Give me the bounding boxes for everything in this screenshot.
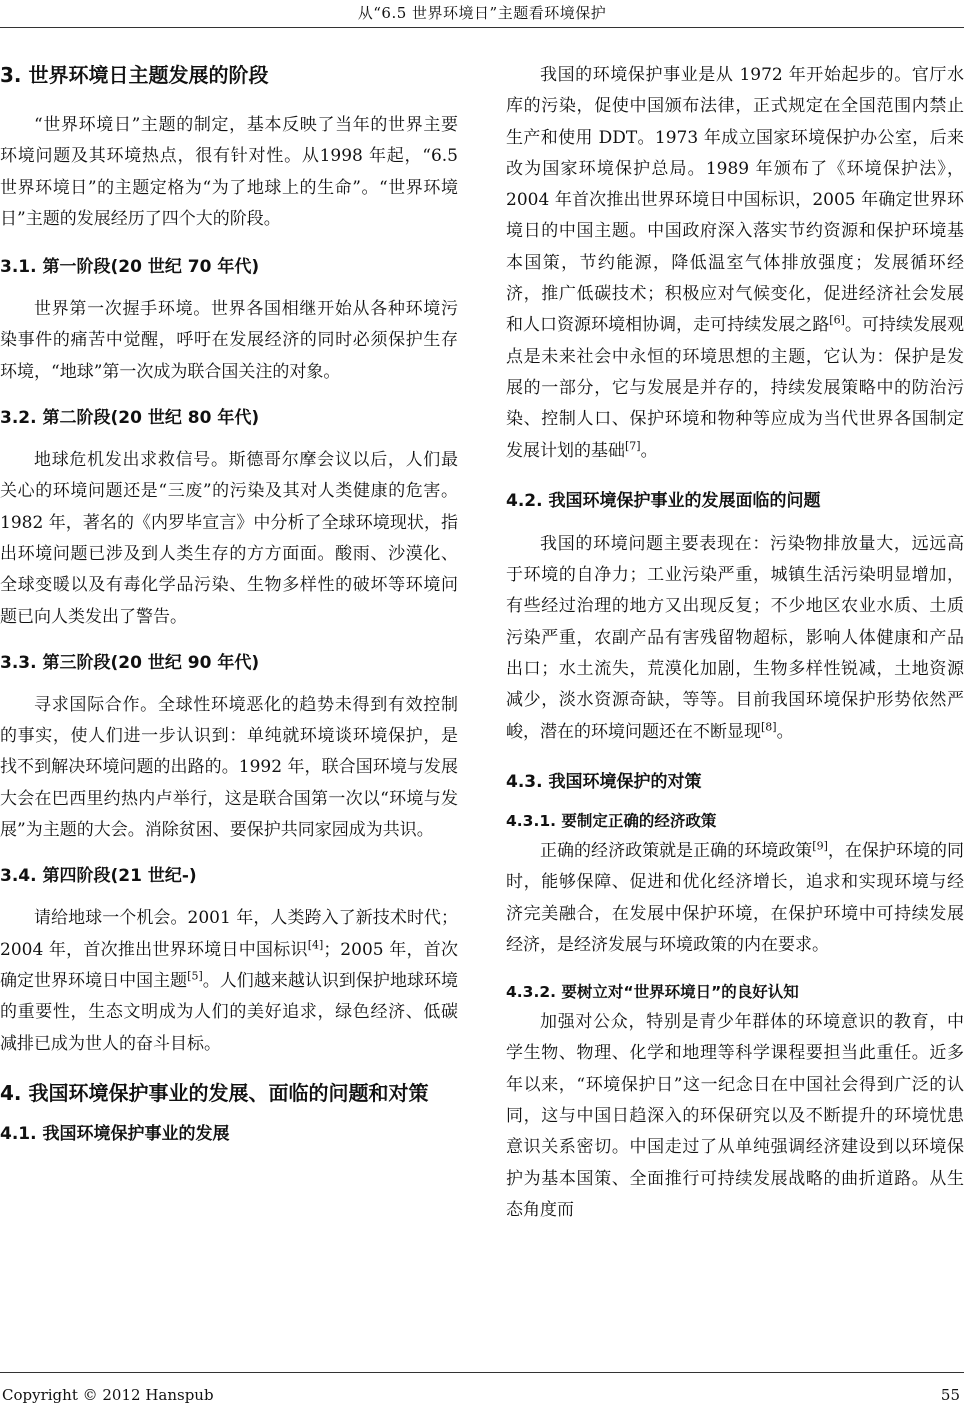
section-4-2-text: 我国的环境问题主要表现在：污染物排放量大，远远高于环境的自净力；工业污染严重，城镇生活污染明显增加，有些经过治理的地方又出现反复；不少地区农业水质、土质污染严重，农副产品有害残留物超标，影响人体健康和产品出口；水土流失，荒漠化加剧，生物多样性锐减，土地资源减少，淡水资源奇缺，等等。目前我国环境保护形势依然严峻，潜在的环境问题还在不断显现	[506, 533, 964, 742]
section-4-title: 4. 我国环境保护事业的发展、面临的问题和对策	[0, 1080, 429, 1105]
citation-5: [5]	[187, 969, 203, 983]
left-column	[0, 58, 458, 1146]
section-4-3-2-title: 4.3.2. 要树立对“世界环境日”的良好认知	[506, 983, 799, 1002]
section-4-1-title: 4.1. 我国环境保护事业的发展	[0, 1123, 230, 1144]
citation-6: [6]	[829, 313, 845, 327]
section-3-1-title: 3.1. 第一阶段(20 世纪 70 年代)	[0, 257, 260, 278]
right-column	[506, 58, 964, 1226]
section-3-3-paragraph: 寻求国际合作。全球性环境恶化的趋势未得到有效控制的事实，使人们进一步认识到：单纯就环境谈环境保护，是找不到解决环境问题的出路的。1992 年，联合国环境与发展大会在巴西里约热内卢举行，这是联合国第一次以“环境与发展”为主题的大会。消除贫困、要保护共同家园成为共识。	[0, 694, 458, 841]
section-4-1-text-b: 。可持续发展观点是未来社会中永恒的环境思想的主题，它认为：保护是发展的一部分，它与发展是并存的，持续发展策略中的防治污染、控制人口、保护环境和物种等应成为当代世界各国制定发展计划的基础	[506, 315, 964, 461]
section-4-2-paragraph	[506, 529, 964, 748]
header-rule	[0, 27, 964, 28]
section-3-2-title: 3.2. 第二阶段(20 世纪 80 年代)	[0, 408, 260, 429]
section-4-1-text-c: 。	[640, 440, 658, 461]
section-3-4-text-b: ；2005 年，首次确定世界环境日中国主题	[0, 939, 458, 991]
running-title: 从“6.5 世界环境日”主题看环境保护	[357, 4, 607, 22]
citation-7: [7]	[625, 438, 641, 452]
section-4-2-title: 4.2. 我国环境保护事业的发展面临的问题	[506, 490, 821, 511]
section-4-1-text-a: 我国的环境保护事业是从 1972 年开始起步的。官厅水库的污染，促使中国颁布法律，正式规定在全国范围内禁止生产和使用 DDT。1973 年成立国家环境保护办公室，后来改为国家环境保护总局。1989 年颁布了《环境保护法》，2004 年首次推出世界环境日中国标识，2005 年确定世界环境日的中国主题。中国政府深入落实节约资源和保护环境基本国策，节约能源，降低温室气体排放强度；发展循环经济，推广低碳技术；积极应对气候变化，促进经济社会发展和人口资源环境相协调，走可持续发展之路	[506, 65, 964, 336]
section-3-4-text-a: 请给地球一个机会。2001 年，人类跨入了新技术时代；2004 年，首次推出世界环境日中国标识	[0, 908, 458, 960]
section-3-3-title: 3.3. 第三阶段(20 世纪 90 年代)	[0, 652, 260, 673]
section-3-1-paragraph: 世界第一次握手环境。世界各国相继开始从各种环境污染事件的痛苦中觉醒，呼吁在发展经济的同时必须保护生存环境，“地球”第一次成为联合国关注的对象。	[0, 299, 458, 382]
section-4-2-text-end: 。	[776, 721, 794, 742]
citation-9: [9]	[812, 839, 828, 853]
footer-rule	[0, 1372, 964, 1373]
copyright-notice: Copyright © 2012 Hanspub	[2, 1386, 214, 1404]
section-3-paragraph: “世界环境日”主题的制定，基本反映了当年的世界主要环境问题及其环境热点，很有针对性。从1998 年起，“6.5 世界环境日”的主题定格为“为了地球上的生命”。“世界环境日”主题的发展经历了四个大的阶段。	[0, 115, 458, 229]
section-4-3-1-paragraph	[506, 836, 964, 961]
citation-4: [4]	[307, 937, 324, 951]
section-3-4-title: 3.4. 第四阶段(21 世纪-)	[0, 866, 197, 887]
section-4-3-1-title: 4.3.1. 要制定正确的经济政策	[506, 811, 717, 830]
section-4-3-2-paragraph: 加强对公众，特别是青少年群体的环境意识的教育，中学生物、物理、化学和地理等科学课程要担当此重任。近多年以来，“环境保护日”这一纪念日在中国社会得到广泛的认同，这与中国日趋深入的环保研究以及不断提升的环境忧患意识关系密切。中国走过了从单纯强调经济建设到以环境保护为基本国策、全面推行可持续发展战略的曲折道路。从生态角度而	[506, 1012, 964, 1220]
section-4-1-paragraph	[506, 60, 964, 467]
section-3-4-text-c: 。人们越来越认识到保护地球环境的重要性，生态文明成为人们的美好追求，绿色经济、低碳减排已成为世人的奋斗目标。	[0, 970, 458, 1054]
section-3-2-paragraph: 地球危机发出求救信号。斯德哥尔摩会议以后，人们最关心的环境问题还是“三废”的污染及其对人类健康的危害。1982 年，著名的《内罗毕宣言》中分析了全球环境现状，指出环境问题已涉及到人类生存的方方面面。酸雨、沙漠化、全球变暖以及有毒化学品污染、生物多样性的破坏等环境问题已向人类发出了警告。	[0, 450, 458, 627]
citation-8: [8]	[761, 719, 777, 733]
section-4-3-1-text-b: ，在保护环境的同时，能够保障、促进和优化经济增长，追求和实现环境与经济完美融合，在发展中保护环境，在保护环境中可持续发展经济，是经济发展与环境政策的内在要求。	[506, 840, 964, 955]
section-3-title: 3. 世界环境日主题发展的阶段	[0, 63, 269, 87]
section-4-3-title: 4.3. 我国环境保护的对策	[506, 771, 702, 792]
section-4-3-1-text-a: 正确的经济政策就是正确的环境政策	[540, 840, 813, 861]
section-3-4-paragraph	[0, 903, 458, 1059]
page-number: 55	[940, 1386, 960, 1404]
